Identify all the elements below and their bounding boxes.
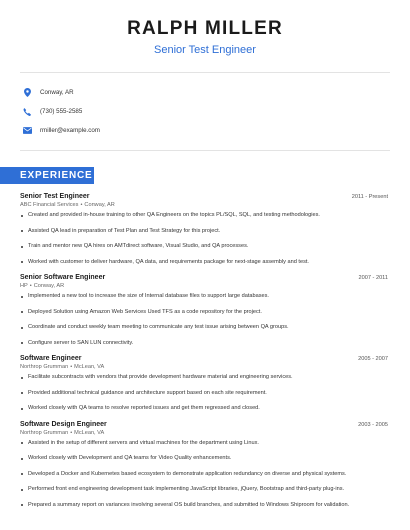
job-bullet: Worked closely with QA teams to resolve reported issues and get them regressed and closed. [20,405,388,412]
job-company-line: ABC Financial Services • Conway, AR [20,202,115,208]
job-bullet: Deployed Solution using Amazon Web Services Used TFS as a code repository for the project. [20,309,388,316]
job-title: Software Engineer [20,355,82,362]
job-bullets [20,374,388,412]
job-title: Senior Software Engineer [20,274,106,281]
job-entry [20,355,388,412]
job-bullet: Worked closely with Development and QA teams for Video Quality enhancements. [20,455,388,462]
job-bullet: Worked with customer to deliver hardware, QA data, and requirements package for next-stage assembly and test. [20,259,388,266]
job-dates: 2007 - 2011 [358,275,388,281]
job-company: ABC Financial Services [20,202,79,208]
contact-location [22,83,410,102]
contact-divider [20,150,390,151]
contact-email[interactable] [22,121,410,140]
job-bullet: Provided additional technical guidance and architecture support based on each site requirement. [20,390,388,397]
job-title: Senior Test Engineer [20,193,90,200]
location-pin-icon [22,88,32,98]
job-bullet: Configure server to SAN LUN connectivity. [20,340,388,347]
contact-email-text[interactable]: rmiller@example.com [40,127,100,134]
experience-section-header [0,167,410,184]
job-bullet: Performed front end engineering development task implementing JavaScript libraries, jQuery, Bootstrap and third-party plug-ins. [20,486,388,493]
job-dates: 2011 - Present [351,194,388,200]
job-bullet: Facilitate subcontracts with vendors that provide development hardware material and engineering services. [20,374,388,381]
job-entry [20,421,388,509]
job-company-line: Northrop Grumman • McLean, VA [20,429,105,436]
experience-heading: EXPERIENCE [0,167,94,184]
experience-list [0,184,410,509]
job-location: Conway, AR [84,202,115,208]
job-bullets [20,212,388,266]
contact-phone-text: (730) 555-2585 [40,108,83,115]
contact-list [0,73,410,150]
resume-header [0,0,410,57]
contact-location-text: Conway, AR [40,89,74,96]
email-icon [22,126,32,136]
job-location: McLean, VA [74,429,105,436]
job-company: HP [20,283,28,289]
job-bullet: Assisted in the setup of different servers and virtual machines for the department using Linux. [20,440,388,447]
job-bullet: Created and provided in-house training to other QA Engineers on the topics PL/SQL, SQL, and testing methodologies. [20,212,388,219]
job-bullet: Coordinate and conduct weekly team meeting to communicate any test issue arising between QA groups. [20,324,388,331]
job-company: Northrop Grumman [20,429,69,436]
job-company: Northrop Grumman [20,364,69,370]
job-location: Conway, AR [33,283,65,289]
job-entry [20,193,388,266]
job-title: Software Design Engineer [20,420,107,428]
job-company-line: HP • Conway, AR [20,283,65,289]
job-entry [20,274,388,347]
phone-icon [22,107,32,117]
job-location: McLean, VA [74,364,105,370]
contact-phone [22,102,410,121]
job-dates: 2005 - 2007 [358,356,388,362]
job-bullets [20,440,388,509]
candidate-name: RALPH MILLER [127,18,283,39]
job-bullets [20,293,388,347]
candidate-title: Senior Test Engineer [154,44,256,56]
job-bullet: Train and mentor new QA hires on AMTdirect software, Visual Studio, and QA processes. [20,243,388,250]
job-bullet: Assisted QA lead in preparation of Test Plan and Test Strategy for this project. [20,228,388,235]
job-dates: 2003 - 2005 [358,421,388,428]
job-bullet: Developed a Docker and Kubernetes based ecosystem to demonstrate application redundancy on diverse and physical systems. [20,471,388,478]
job-company-line: Northrop Grumman • McLean, VA [20,364,105,370]
job-bullet: Implemented a new tool to increase the size of Internal database files to support large databases. [20,293,388,300]
job-bullet: Prepared a summary report on variances involving several OS build branches, and submitted to Windows Shiproom for validation. [20,502,388,509]
